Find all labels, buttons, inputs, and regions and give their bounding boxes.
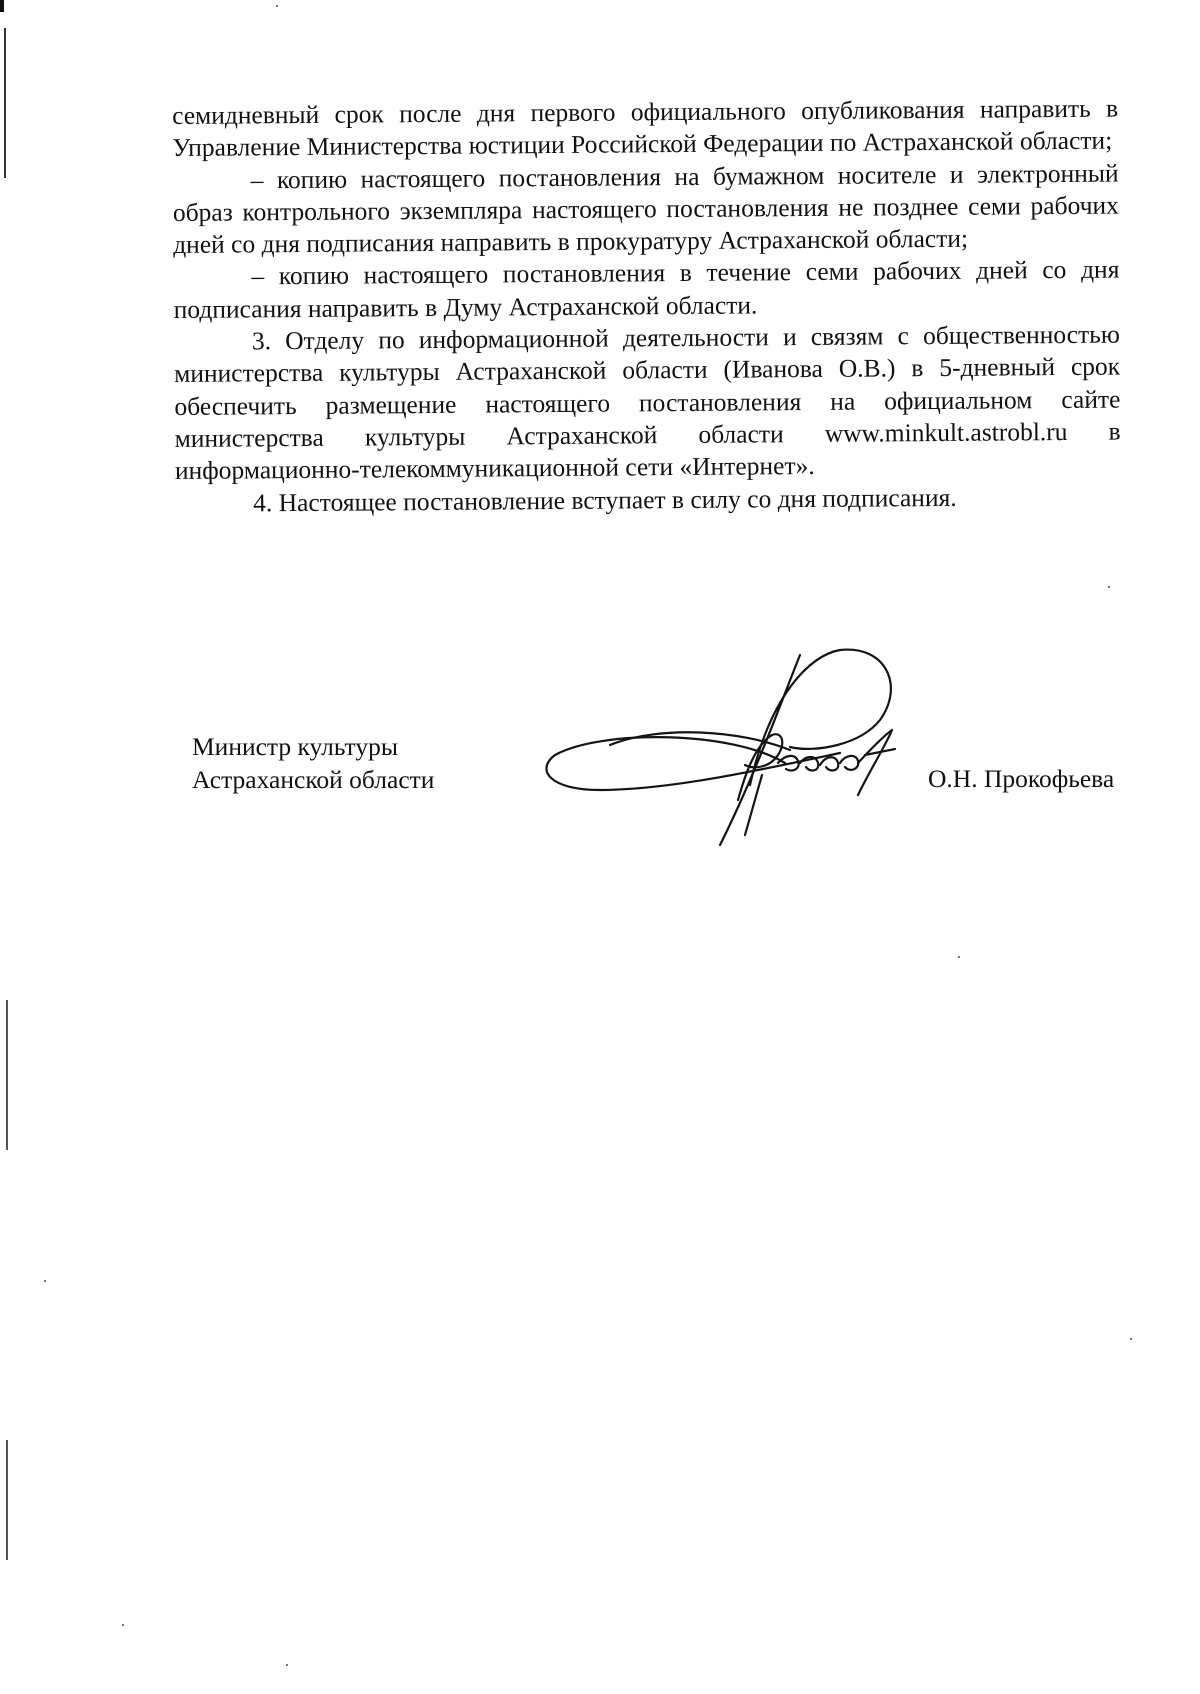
paragraph-item-3: 3. Отделу по информационной деятельности и связям с общественностью министерства культуры Астраханской области (Иванова О.В.) в 5-дневный срок обеспечить размещение настоящего постановления на официальном сайте министерства культуры Астраханской области www.minkult.astrobl.ru в информационно-телекоммуникационной сети «Интернет». — [174, 319, 1121, 486]
signatory-name: О.Н. Прокофьева — [928, 764, 1115, 793]
document-body — [172, 93, 1121, 520]
signatory-title-line-2: Астраханской области — [192, 765, 435, 794]
handwritten-signature — [540, 635, 940, 860]
scan-edge-line — [6, 1000, 8, 1150]
paragraph-ministry-of-justice: семидневный срок после дня первого официального опубликования направить в Управление Министерства юстиции Российской Федерации по Астраханской области; — [172, 93, 1119, 163]
paragraph-duma-copy: – копию настоящего постановления в течение семи рабочих дней со дня подписания направить в Думу Астраханской области. — [173, 255, 1120, 324]
signatory-title — [192, 730, 434, 796]
scan-edge-line — [6, 1440, 8, 1560]
scan-speck — [958, 956, 960, 958]
scan-speck — [286, 1664, 288, 1666]
paragraph-prosecutor-copy: – копию настоящего постановления на бумажном носителе и электронный образ контрольного экземпляра настоящего постановления не позднее семи рабочих дней со дня подписания направить в прокуратуру Астраханской области; — [172, 158, 1119, 260]
scan-speck — [122, 1624, 124, 1626]
scan-edge-line — [4, 28, 6, 178]
scan-speck — [1130, 1338, 1132, 1340]
scan-speck — [44, 1280, 46, 1282]
signatory-title-line-1: Министр культуры — [192, 732, 398, 761]
paragraph-item-4: 4. Настоящее постановление вступает в силу со дня подписания. — [253, 482, 957, 517]
scan-speck — [276, 5, 278, 7]
scan-edge-mark — [0, 0, 4, 12]
scan-speck — [1108, 586, 1110, 588]
